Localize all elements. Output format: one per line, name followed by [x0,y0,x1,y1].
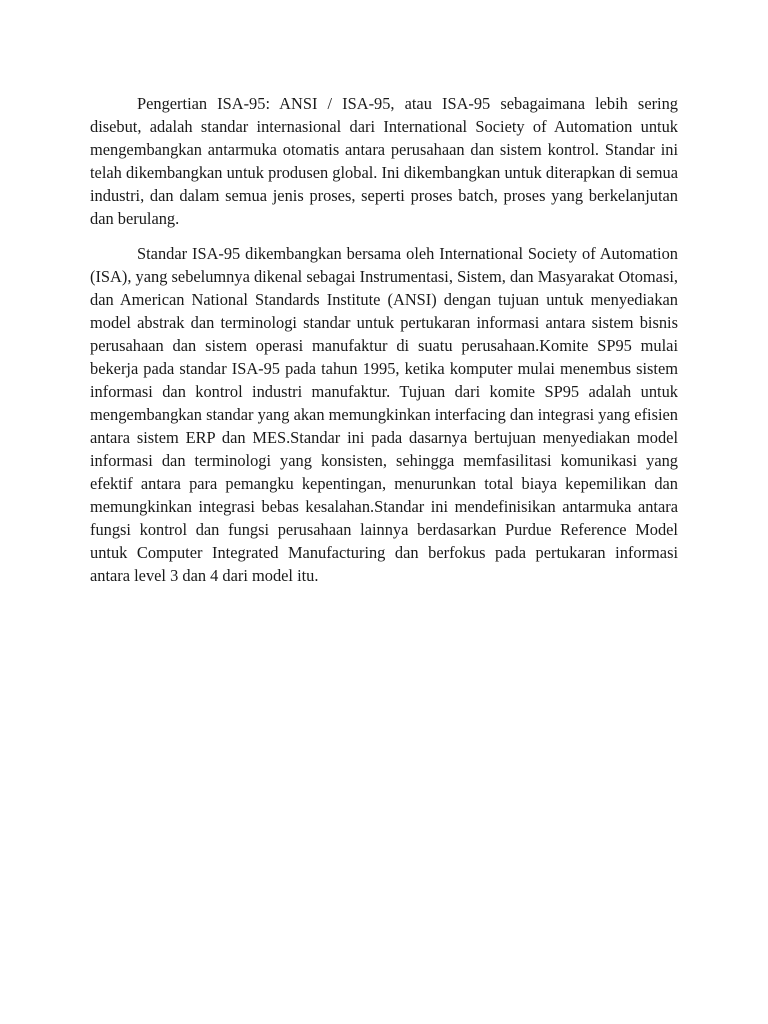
paragraph-1: Pengertian ISA-95: ANSI / ISA-95, atau ISA-95 sebagaimana lebih sering disebut, adalah standar internasional dari International Society of Automation untuk mengembangkan antarmuka otomatis antara perusahaan dan sistem kontrol. Standar ini telah dikembangkan untuk produsen global. Ini dikembangkan untuk diterapkan di semua industri, dan dalam semua jenis proses, seperti proses batch, proses yang berkelanjutan dan berulang. [90,94,678,228]
paragraph-2: Standar ISA-95 dikembangkan bersama oleh International Society of Automation (ISA), yang sebelumnya dikenal sebagai Instrumentasi, Sistem, dan Masyarakat Otomasi, dan American National Standards Institute (ANSI) dengan tujuan untuk menyediakan model abstrak dan terminologi standar untuk pertukaran informasi antara sistem bisnis perusahaan dan sistem operasi manufaktur di suatu perusahaan.Komite SP95 mulai bekerja pada standar ISA-95 pada tahun 1995, ketika komputer mulai menembus sistem informasi dan kontrol industri manufaktur. Tujuan dari komite SP95 adalah untuk mengembangkan standar yang akan memungkinkan interfacing dan integrasi yang efisien antara sistem ERP dan MES.Standar ini pada dasarnya bertujuan menyediakan model informasi dan terminologi yang konsisten, sehingga memfasilitasi komunikasi yang efektif antara para pemangku kepentingan, menurunkan total biaya kepemilikan dan memungkinkan integrasi bebas kesalahan.Standar ini mendefinisikan antarmuka antara fungsi kontrol dan fungsi perusahaan lainnya berdasarkan Purdue Reference Model untuk Computer Integrated Manufacturing dan berfokus pada pertukaran informasi antara level 3 dan 4 dari model itu. [90,244,678,585]
document-body [90,92,678,599]
